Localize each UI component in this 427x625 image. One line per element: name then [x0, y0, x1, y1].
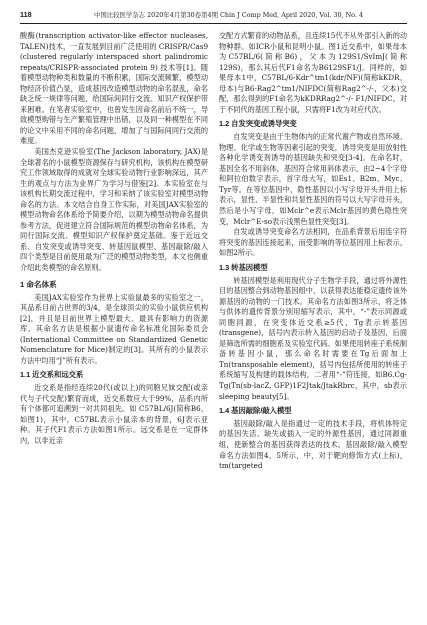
heading-1-4: 1.4 基因敲除/敲入模型: [219, 406, 292, 416]
heading-1-3: 1.3 转基因模型: [219, 262, 268, 272]
header-rule: [20, 23, 407, 24]
paragraph-1-2-a: 自发突变是由于生物体内的正常代谢产物或自然环境、物理、化学或生物等因素引起的突变，诱导突变是用放射性各种化学诱变剂诱导的基因缺失和突变[3-4]。在命名时，基因全名不用斜体，基因符合常用斜体表示，由2~4个字母和阿拉伯数字表示，首字母大写，如Es1、B2m、Myc、Tyr等。在等位基因中，隐性基因以小写字母开头并用上标表示，显性、半显性和共显性基因的符号以大写字母开头，然后是小写字母，如Mclr^e表示Mclr基因的黄色隐性突变，Mclr^E-so表示浅黑色显性突变[3]。: [219, 132, 407, 226]
heading-1-2: 1.2 自发突变或诱导突变: [219, 119, 297, 129]
heading-section-1: 1 命名体系: [20, 279, 57, 289]
paragraph-1-4: 基因敲除/敲入是指通过一定的技术手段，将机体特定的基因失活、缺失或插入一定的外源性基因，通过同源重组，使新整合的基因获得表达的技术。基因敲除/敲入模型命名方法如图4、5所示，中，对于靶向修饰方式(上标)，tm(targeted: [219, 418, 407, 471]
paragraph-1-1: 近交系是指经连续20代(或以上)的同胞兄妹交配(或亲代与子代交配)繁育而成，近交系数应大于99%，品系内所有个体都可追溯到一对共同祖先。如 C57BL/6J(简称B6，如图1)，其中，C57BL表示小鼠亲本的背景，6J表示亚种。其子代F1表示方法如图1所示。远交系是在一定群体内，以非近亲: [20, 383, 208, 445]
paragraph-jax: 美国杰克逊实验室(The Jackson laboratory, JAX)是全球著名的小鼠模型资源保存与研究机构，该机构在模型研究工作领域取得的成就对全球实验动物行业影响深远，其产生的观点与方法为业界广为学习与借鉴[2]。本实验室在与该机构长期交流过程中，学习和采纳了该实验室对模型动物命名的方法。本文结合自身工作实际，对美国JAX实验室的模型动物命名体系给予简要介绍，以期为模型动物命名提供参考方法，促进建立符合国际规范的模型动物命名体系，为同行国际交流、模型知识产权保护奠定基础。鉴于近远交系、自发突变或诱导突变、转基因鼠模型、基因敲除/敲入四个类型是目前使用最为广泛的模型动物类型，本文也侧重介绍此类模型的命名原则。: [20, 147, 208, 273]
left-column: [20, 31, 208, 472]
paragraph-section-1: 美国JAX实验室作为世界上实验鼠最多的实验室之一，其品系目前占世界的3/4，是全球顶尖的实验小鼠供应机构[2]，并且是目前世界上模型最大、最具有影响力的资源库，其命名方法是根据小鼠遗传命名标准化国际委员会(International Committee on Standardized Genetic Nomenclature for Mice)制定的[3]。其所有的小鼠表示方法中均用“J”所有表示。: [20, 292, 208, 365]
paragraph-1-2-b: 自发或诱导突变命名方法相同，在品系背景后用连字符将突变的基因连接起来，而受影响的等位基因用上标表示，如图2所示。: [219, 227, 407, 258]
journal-title: 中国比较医学杂志 2020年4月第30卷第4期 Chin J Comp Med, April 2020, Vol. 30, No. 4: [93, 11, 364, 19]
paragraph-intro-continued: 酸酶(transcription activator-like effector nucleases, TALEN)技术，一直发展到目前广泛使用的 CRISPR/Cas9 (clustered regularly interspaced short palindromic repeats/CRISPR-associated protein 9) 技术等[1]。随着模型动物种类和数量的不断积累，国际交流频繁，模型动物经济价值凸显，造成基因改造模型动物的命名混乱，命名缺乏统一规律等问题，给国际间同行交流、知识产权保护带来困难。在笔者实验室中，也曾发生因命名前后不统一，导致模型购错与生产繁殖管理中出错，以及同一种模型在不同的论文中采用不同的命名问题，增加了与国际间同行交流的难度。: [20, 31, 208, 146]
paragraph-1-3: 转基因模型是利用现代分子生物学手段，通过将外源性目的基因整合到动物基因组中，以获得表达能稳定遗传该外源基因的动物的一门技术。其命名方法如图3所示，将乏体与供体的遗传背景分别用缩写表示，其中，“-”表示同源或同胞同源，在突变体近交系≥5代，Tg表示转基因(transgene)，括号内表示转入基因的启动子及基因，后面是筛选所需的细胞系及实验室代码。如果使用转座子系统制备转基因小鼠，那么命名时需要在Tg后面加上Tn(transposable element)，括号内包括所使用的转座子系统缩写及构建的载体结构，二者用“-”符连接，如B6.Cg-Tg(Tn(sb-lacZ, GFP)1F2Jtak/JtakRbrc，其中，sb表示sleeping beauty[5]。: [219, 275, 407, 401]
right-column: [219, 31, 407, 472]
paragraph-1-1-continued: 交配方式繁育的动物品系，且连续15代不从外部引入新的动物种群。如ICR小鼠和昆明小鼠。图1近交系中，如果母本为C57BL/6(简称B6)，父本为129S1/SvImJ(简称129S)，那么其后代F1命名为B6129SF1/J。同样的，如果母本1中，C57BL/6-Kdr^tm1(kdr/NF)(简称kKDR，母本)与B6-Rag2^tm1/NIFDC(简称Rag2^-/-，父本)交配，那么得到的F1命名为kKDRRag2^-/- F1/NIFDC。对于不同代的基因工程小鼠，只需将F1改为对应代次。: [219, 31, 407, 114]
heading-1-1: 1.1 近交系和远交系: [20, 370, 84, 380]
running-header: [20, 10, 407, 20]
page-number: 118: [20, 10, 32, 19]
body-columns: [20, 31, 407, 472]
